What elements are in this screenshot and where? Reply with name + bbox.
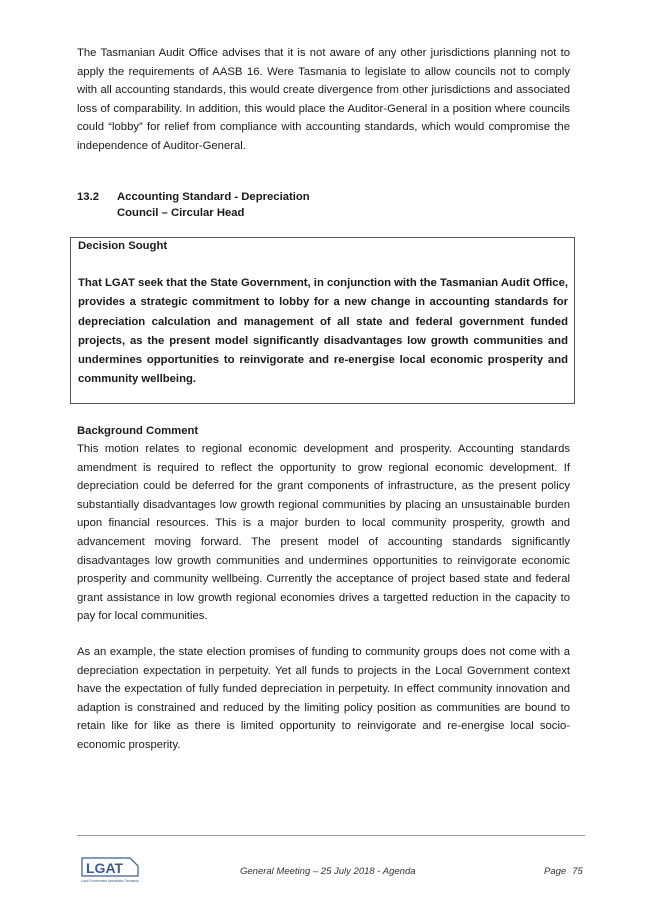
example-paragraph: As an example, the state election promises of funding to community groups does not come with a depreciation expectation in perpetuity. Yet all funds to projects in the Local Government context have the expectation of fully funded depreciation in perpetuity. In effect community innovation and adaption is constrained and reduced by the limiting policy position as communities are bound to retain like for like as there is limited opportunity to reinvigorate and re-energise local socio-economic prosperity.	[77, 646, 570, 751]
intro-paragraph: The Tasmanian Audit Office advises that it is not aware of any other jurisdictions planning not to apply the requirements of AASB 16. Were Tasmania to legislate to allow councils not to comply with all accounting standards, this would create divergence from other jurisdictions and associated loss of comparability. In addition, this would place the Auditor-General in a position where councils could “lobby” for relief from compliance with accounting standards, which would compromise the independence of Auditor-General.	[77, 47, 570, 152]
footer-divider	[77, 835, 585, 836]
lgat-logo	[80, 856, 140, 884]
section-number: 13.2	[77, 191, 99, 203]
background-comment-label: Background Comment	[77, 425, 199, 437]
decision-sought-text: That LGAT seek that the State Government, in conjunction with the Tasmanian Audit Office, provides a strategic commitment to lobby for a new change in accounting standards for depreciation calculation and management of all state and federal government funded projects, as the present model significantly disadvantages low growth communities and undermines opportunities to reinvigorate and re-energise local economic prosperity and community wellbeing.	[78, 277, 568, 386]
background-paragraph: This motion relates to regional economic development and prosperity. Accounting standards amendment is required to reflect the opportunity to grow regional economic development. If depreciation could be deferred for the grant components of infrastructure, as the present policy substantially disadvantages low growth regional communities by placing an unsustainable burden upon financial resources. This is a major burden to local community prosperity, growth and advancement moving forward. The present model of accounting standards significantly disadvantages low growth communities and undermines opportunities to reinvigorate economic prosperity and community wellbeing. Currently the acceptance of project based state and federal grant assistance in low growth regional economies drives a targetted reduction in the capacity to pay for local communities.	[77, 443, 570, 623]
logo-caption: Local Government Association Tasmania	[81, 879, 139, 883]
section-subtitle: Council – Circular Head	[117, 207, 245, 219]
page-number: 75	[572, 866, 583, 877]
decision-sought-label: Decision Sought	[78, 240, 168, 252]
decision-sought-box	[70, 237, 575, 404]
section-title: Accounting Standard - Depreciation	[117, 191, 310, 203]
footer-page-number	[544, 866, 583, 877]
footer-meeting-title: General Meeting – 25 July 2018 - Agenda	[240, 866, 416, 877]
page-label: Page	[544, 866, 567, 877]
logo-wordmark: LGAT	[86, 860, 124, 876]
